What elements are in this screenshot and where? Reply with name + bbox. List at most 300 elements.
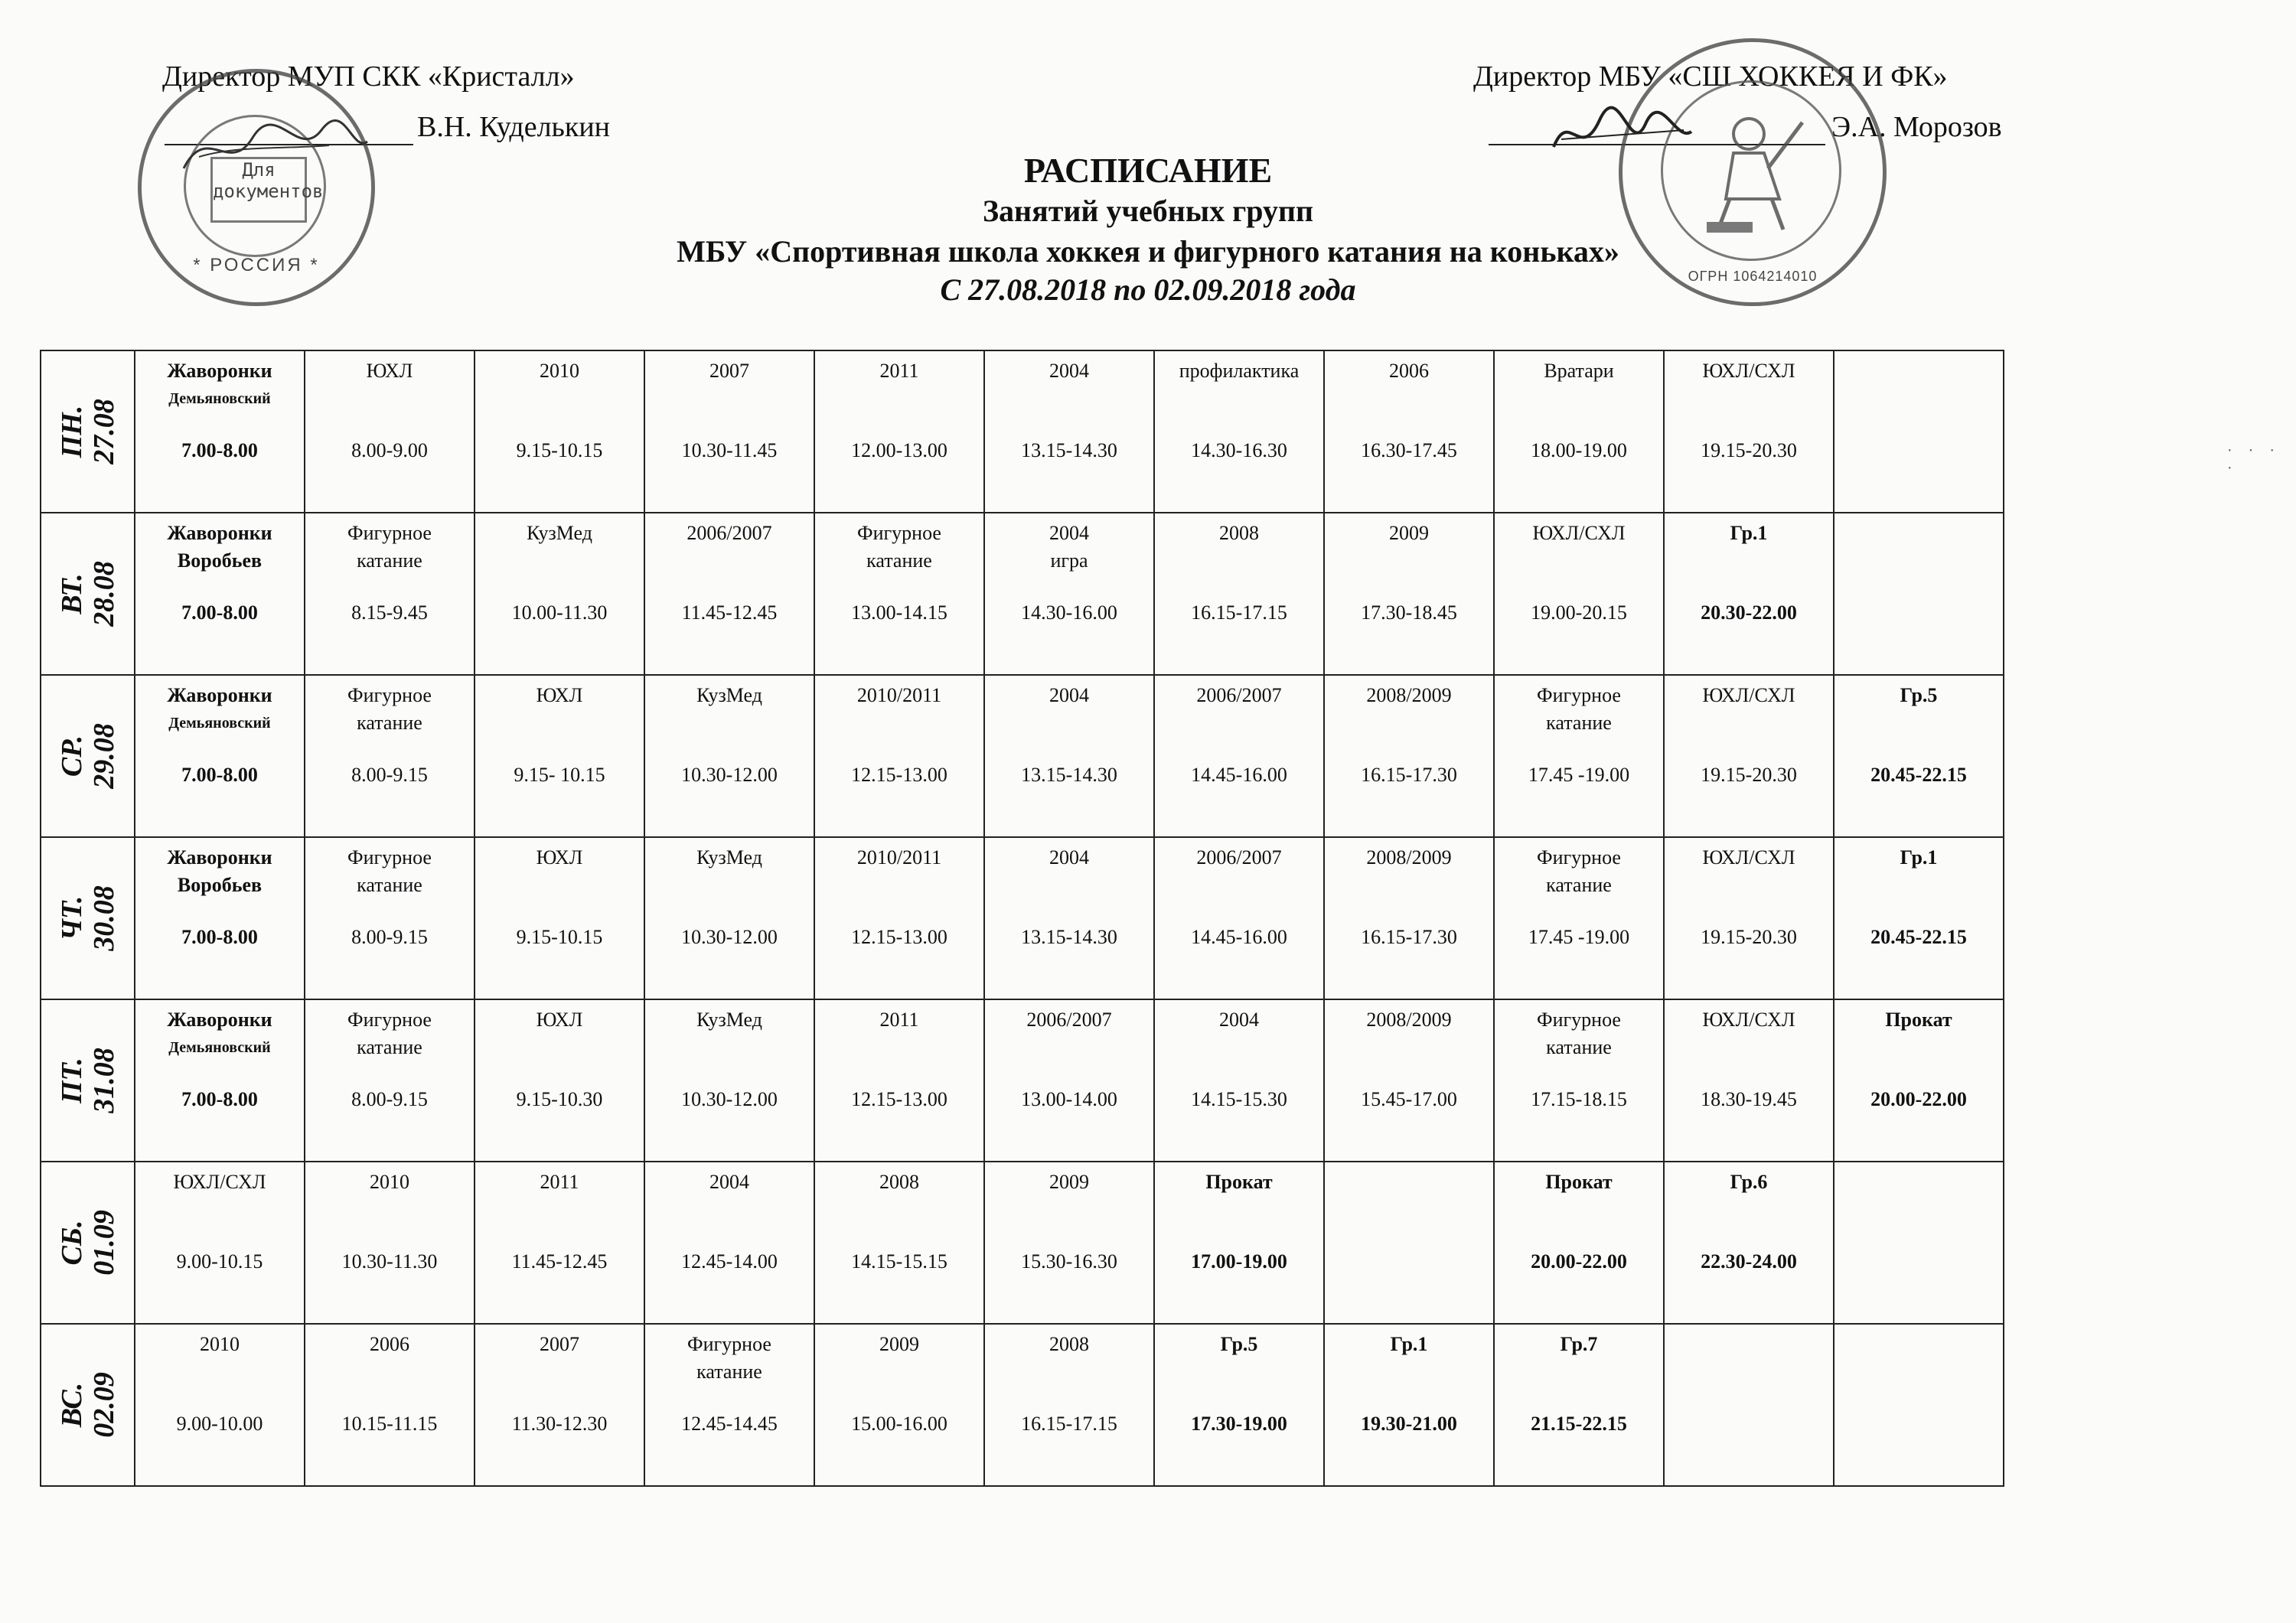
session-group-detail: катание: [1546, 1036, 1612, 1058]
session-group-name: 2009: [1049, 1171, 1089, 1193]
session-group: [815, 682, 983, 709]
day-label: [56, 1210, 120, 1276]
session-time: 13.00-14.00: [1021, 1088, 1117, 1110]
session-cell: [1664, 837, 1834, 999]
session-group-name: 2009: [879, 1333, 919, 1355]
session-cell: [1834, 999, 2004, 1162]
session-cell: [305, 350, 475, 513]
left-seal-country: * РОССИЯ *: [193, 255, 320, 275]
session-cell: [305, 999, 475, 1162]
session-group-name: 2004: [1049, 360, 1089, 382]
session-time: 7.00-8.00: [181, 764, 258, 786]
session-group: [475, 682, 644, 709]
session-group: [1495, 357, 1663, 385]
session-time: 17.00-19.00: [1191, 1250, 1287, 1273]
session-cell: [475, 675, 644, 837]
session-cell: [644, 513, 814, 675]
session-group-detail: катание: [357, 874, 422, 896]
session-time: 9.15-10.15: [516, 926, 603, 948]
session-time: 19.00-20.15: [1531, 601, 1627, 624]
session-time: 7.00-8.00: [181, 439, 258, 461]
session-cell: [1154, 675, 1324, 837]
session-cell: [135, 675, 305, 837]
session-group: [305, 844, 474, 899]
session-group-name: Фигурное: [347, 846, 432, 869]
session-cell: [475, 837, 644, 999]
session-group-name: Фигурное: [347, 522, 432, 544]
session-group: [1155, 1331, 1323, 1358]
session-group-name: 2004: [709, 1171, 749, 1193]
session-cell: [1154, 837, 1324, 999]
session-group-detail: катание: [1546, 874, 1612, 896]
scan-specks: · · · ·: [2227, 442, 2281, 477]
session-group: [1325, 520, 1493, 547]
session-time: 7.00-8.00: [181, 601, 258, 624]
session-group-name: 2008: [1219, 522, 1259, 544]
right-director-title: Директор МБУ «СШ ХОККЕЯ И ФК»: [1473, 60, 1948, 93]
session-cell: [1664, 513, 1834, 675]
session-time: 16.30-17.45: [1361, 439, 1457, 461]
session-cell: [135, 513, 305, 675]
session-group-name: КузМед: [696, 1009, 762, 1031]
session-cell: [814, 1162, 984, 1324]
day-name: ПТ.: [55, 1058, 88, 1103]
session-time: 15.30-16.30: [1021, 1250, 1117, 1273]
session-time: 19.30-21.00: [1361, 1413, 1457, 1435]
session-group: [815, 357, 983, 385]
session-cell: [814, 837, 984, 999]
document-title: РАСПИСАНИЕ: [1023, 151, 1273, 190]
day-name: ВТ.: [55, 573, 88, 614]
session-time: 8.15-9.45: [351, 601, 428, 624]
session-cell: [1154, 999, 1324, 1162]
session-group-name: 2010: [370, 1171, 409, 1193]
session-group-name: 2006: [1389, 360, 1429, 382]
session-group-name: Фигурное: [347, 684, 432, 706]
session-group: [645, 1006, 814, 1034]
session-cell: [644, 350, 814, 513]
schedule-row: [41, 1162, 2004, 1324]
session-time: 12.15-13.00: [851, 926, 947, 948]
session-group: [475, 357, 644, 385]
session-group-detail: катание: [866, 549, 932, 572]
schedule-row: [41, 1324, 2004, 1486]
day-label: [56, 885, 120, 951]
session-group: [815, 844, 983, 872]
session-group-name: 2008/2009: [1366, 846, 1452, 869]
session-cell: [305, 837, 475, 999]
session-cell: [644, 1324, 814, 1486]
session-group-name: 2009: [1389, 522, 1429, 544]
session-group-name: 2006/2007: [1196, 846, 1282, 869]
schedule-row: [41, 350, 2004, 513]
session-group: [1325, 1006, 1493, 1034]
session-group: [1495, 1168, 1663, 1196]
session-group-detail: катание: [357, 1036, 422, 1058]
right-seal-ogrn: ОГРН 1064214010: [1688, 269, 1818, 284]
session-time: 15.00-16.00: [851, 1413, 947, 1435]
session-group-name: Гр.1: [1900, 846, 1938, 869]
session-group: [1495, 682, 1663, 737]
session-time: 8.00-9.15: [351, 926, 428, 948]
day-label: [56, 1048, 120, 1113]
session-group-name: 2006/2007: [1196, 684, 1282, 706]
session-cell: [135, 350, 305, 513]
session-group-detail: катание: [696, 1361, 762, 1383]
session-time: 10.30-12.00: [681, 1088, 778, 1110]
session-time: 10.15-11.15: [341, 1413, 438, 1435]
day-date: 31.08: [87, 1048, 120, 1113]
session-group-name: ЮХЛ/СХЛ: [1702, 846, 1795, 869]
session-group-detail: Воробьев: [177, 549, 263, 572]
session-group-detail: катание: [357, 712, 422, 734]
session-cell: [814, 999, 984, 1162]
session-group: [1155, 1168, 1323, 1196]
session-group-name: 2011: [540, 1171, 579, 1193]
session-group: [1495, 520, 1663, 547]
session-group-name: 2008/2009: [1366, 1009, 1452, 1031]
session-time: 22.30-24.00: [1701, 1250, 1797, 1273]
session-group-name: Фигурное: [1537, 684, 1621, 706]
session-group-name: 2004: [1219, 1009, 1259, 1031]
session-group: [135, 844, 304, 899]
session-cell: [1834, 1324, 2004, 1486]
session-group-name: 2010: [540, 360, 579, 382]
session-cell: [1324, 1162, 1494, 1324]
session-group-name: Жаворонки: [167, 522, 272, 544]
session-cell: [305, 675, 475, 837]
session-group-name: ЮХЛ: [536, 846, 583, 869]
session-group: [645, 844, 814, 872]
session-time: 20.00-22.00: [1531, 1250, 1627, 1273]
session-group-name: Жаворонки: [167, 360, 272, 382]
session-group-name: 2011: [879, 360, 919, 382]
day-name: ПН.: [55, 405, 88, 458]
session-cell: [1834, 837, 2004, 999]
session-time: 14.45-16.00: [1191, 764, 1287, 786]
session-group-name: Прокат: [1205, 1171, 1273, 1193]
session-group-name: Фигурное: [1537, 846, 1621, 869]
session-group-name: Гр.1: [1730, 522, 1768, 544]
session-group-detail: Демьяновский: [168, 715, 271, 732]
session-group: [1155, 1006, 1323, 1034]
session-group: [985, 1006, 1153, 1034]
session-group: [305, 1331, 474, 1358]
session-cell: [1324, 513, 1494, 675]
session-group: [1495, 1331, 1663, 1358]
session-group: [475, 1006, 644, 1034]
session-group-name: 2010/2011: [856, 684, 942, 706]
day-cell: [41, 999, 135, 1162]
session-time: 17.45 -19.00: [1528, 926, 1630, 948]
session-group: [1665, 1006, 1833, 1034]
day-label: [56, 1372, 120, 1438]
session-time: 17.45 -19.00: [1528, 764, 1630, 786]
session-group-name: Жаворонки: [167, 684, 272, 706]
session-group: [1495, 844, 1663, 899]
session-group-detail: катание: [1546, 712, 1612, 734]
session-group-name: ЮХЛ/СХЛ: [173, 1171, 266, 1193]
session-group-name: профилактика: [1179, 360, 1300, 382]
session-group: [1325, 357, 1493, 385]
session-time: 11.30-12.30: [511, 1413, 608, 1435]
session-time: 12.15-13.00: [851, 764, 947, 786]
session-group-name: 2010: [200, 1333, 240, 1355]
session-group: [475, 520, 644, 547]
session-group: [1835, 1006, 2003, 1034]
session-time: 12.00-13.00: [851, 439, 947, 461]
session-time: 12.45-14.00: [681, 1250, 778, 1273]
session-time: 9.00-10.15: [176, 1250, 263, 1273]
session-cell: [644, 837, 814, 999]
day-cell: [41, 513, 135, 675]
session-cell: [814, 350, 984, 513]
session-cell: [1324, 675, 1494, 837]
session-time: 12.15-13.00: [851, 1088, 947, 1110]
session-cell: [814, 675, 984, 837]
session-cell: [1664, 1162, 1834, 1324]
session-cell: [984, 837, 1154, 999]
session-group-detail: Демьяновский: [168, 1039, 271, 1056]
day-cell: [41, 350, 135, 513]
day-date: 27.08: [87, 399, 120, 464]
day-cell: [41, 675, 135, 837]
session-group: [1325, 844, 1493, 872]
day-name: ЧТ.: [55, 895, 88, 941]
session-group-name: 2006/2007: [1026, 1009, 1112, 1031]
session-cell: [1834, 1162, 2004, 1324]
session-cell: [984, 675, 1154, 837]
session-time: 7.00-8.00: [181, 926, 258, 948]
session-cell: [1834, 675, 2004, 837]
session-group-name: Гр.6: [1730, 1171, 1768, 1193]
session-cell: [984, 1162, 1154, 1324]
session-group-name: 2010/2011: [856, 846, 942, 869]
session-cell: [1324, 999, 1494, 1162]
session-time: 9.15-10.15: [516, 439, 603, 461]
session-group-name: 2004: [1049, 684, 1089, 706]
session-cell: [475, 350, 644, 513]
session-group: [1155, 357, 1323, 385]
session-group-name: 2004: [1049, 846, 1089, 869]
session-group-detail: катание: [357, 549, 422, 572]
session-cell: [1834, 350, 2004, 513]
session-group: [1325, 1331, 1493, 1358]
left-director-title: Директор МУП СКК «Кристалл»: [162, 60, 575, 93]
session-group-name: 2007: [709, 360, 749, 382]
day-date: 29.08: [87, 723, 120, 789]
day-date: 30.08: [87, 885, 120, 951]
session-group: [1155, 520, 1323, 547]
document-subtitle: Занятий учебных групп: [982, 194, 1314, 228]
session-group-name: Гр.7: [1560, 1333, 1598, 1355]
session-group: [135, 1331, 304, 1358]
session-cell: [1324, 1324, 1494, 1486]
session-group: [305, 357, 474, 385]
session-cell: [1494, 1162, 1664, 1324]
session-group-name: ЮХЛ/СХЛ: [1532, 522, 1626, 544]
session-group: [815, 1168, 983, 1196]
session-cell: [135, 999, 305, 1162]
session-group-name: ЮХЛ: [536, 684, 583, 706]
right-director-name: Э.А. Морозов: [1831, 111, 2002, 143]
day-label: [56, 723, 120, 789]
session-cell: [644, 675, 814, 837]
session-group: [305, 682, 474, 737]
session-time: 9.15- 10.15: [514, 764, 605, 786]
session-cell: [1324, 837, 1494, 999]
session-cell: [814, 513, 984, 675]
session-group: [985, 1168, 1153, 1196]
session-cell: [1494, 675, 1664, 837]
day-name: СБ.: [55, 1220, 88, 1266]
session-time: 17.30-19.00: [1191, 1413, 1287, 1435]
session-cell: [1664, 999, 1834, 1162]
session-time: 17.15-18.15: [1531, 1088, 1627, 1110]
session-group-name: ЮХЛ/СХЛ: [1702, 360, 1795, 382]
session-time: 8.00-9.00: [351, 439, 428, 461]
session-cell: [644, 999, 814, 1162]
session-time: 20.45-22.15: [1870, 926, 1967, 948]
session-group-name: 2008: [1049, 1333, 1089, 1355]
session-group-detail: Демьяновский: [168, 390, 271, 407]
session-cell: [475, 1324, 644, 1486]
session-cell: [1494, 999, 1664, 1162]
session-time: 10.30-11.45: [681, 439, 778, 461]
session-time: 7.00-8.00: [181, 1088, 258, 1110]
session-time: 13.15-14.30: [1021, 764, 1117, 786]
session-group-name: ЮХЛ/СХЛ: [1702, 1009, 1795, 1031]
session-time: 13.15-14.30: [1021, 439, 1117, 461]
session-group: [1325, 682, 1493, 709]
session-time: 14.30-16.00: [1021, 601, 1117, 624]
session-time: 11.45-12.45: [681, 601, 778, 624]
session-time: 16.15-17.15: [1191, 601, 1287, 624]
session-time: 20.00-22.00: [1870, 1088, 1967, 1110]
session-group-name: Гр.5: [1220, 1333, 1258, 1355]
session-cell: [475, 999, 644, 1162]
session-group: [1835, 844, 2003, 872]
session-cell: [475, 1162, 644, 1324]
schedule-row: [41, 999, 2004, 1162]
day-date: 01.09: [87, 1210, 120, 1276]
day-name: ВС.: [55, 1382, 88, 1428]
session-group-name: ЮХЛ: [536, 1009, 583, 1031]
session-group: [135, 1006, 304, 1061]
session-time: 14.30-16.30: [1191, 439, 1287, 461]
day-name: СР.: [55, 735, 88, 777]
session-time: 8.00-9.15: [351, 1088, 428, 1110]
session-group-name: Вратари: [1544, 360, 1614, 382]
left-seal-center-text: Для документов: [210, 157, 307, 223]
session-group-name: КузМед: [696, 846, 762, 869]
session-group-name: 2006: [370, 1333, 409, 1355]
session-group: [305, 1006, 474, 1061]
schedule-row: [41, 837, 2004, 999]
session-time: 13.00-14.15: [851, 601, 947, 624]
session-group-name: КузМед: [696, 684, 762, 706]
session-cell: [1664, 675, 1834, 837]
session-group: [645, 520, 814, 547]
session-time: 16.15-17.30: [1361, 764, 1457, 786]
session-group: [985, 520, 1153, 575]
session-cell: [1154, 1162, 1324, 1324]
schedule-row: [41, 513, 2004, 675]
session-time: 17.30-18.45: [1361, 601, 1457, 624]
schedule-table: [40, 350, 2004, 1487]
session-time: 18.30-19.45: [1701, 1088, 1797, 1110]
session-group: [645, 682, 814, 709]
session-group-name: 2008: [879, 1171, 919, 1193]
session-group-name: Прокат: [1545, 1171, 1613, 1193]
session-time: 10.30-12.00: [681, 764, 778, 786]
session-group: [305, 520, 474, 575]
session-group-detail: Воробьев: [177, 874, 263, 896]
session-cell: [984, 999, 1154, 1162]
session-group-name: 2008/2009: [1366, 684, 1452, 706]
session-group-name: Фигурное: [347, 1009, 432, 1031]
session-group: [475, 1168, 644, 1196]
session-time: 12.45-14.45: [681, 1413, 778, 1435]
session-group-name: Жаворонки: [167, 1009, 272, 1031]
session-group: [475, 844, 644, 872]
session-cell: [1324, 350, 1494, 513]
session-time: 14.15-15.15: [851, 1250, 947, 1273]
session-group: [135, 357, 304, 412]
session-group: [305, 1168, 474, 1196]
session-time: 10.30-11.30: [341, 1250, 438, 1273]
session-group: [1665, 682, 1833, 709]
day-cell: [41, 1162, 135, 1324]
session-group: [475, 1331, 644, 1358]
session-group: [1835, 682, 2003, 709]
session-cell: [1494, 513, 1664, 675]
session-cell: [305, 1324, 475, 1486]
session-time: 16.15-17.30: [1361, 926, 1457, 948]
session-group: [985, 682, 1153, 709]
session-time: 9.15-10.30: [516, 1088, 603, 1110]
session-time: 14.45-16.00: [1191, 926, 1287, 948]
session-group: [1665, 357, 1833, 385]
session-time: 19.15-20.30: [1701, 764, 1797, 786]
session-group: [1665, 844, 1833, 872]
session-group-name: КузМед: [527, 522, 592, 544]
session-cell: [1494, 837, 1664, 999]
school-name: МБУ «Спортивная школа хоккея и фигурного катания на коньках»: [677, 234, 1619, 269]
session-time: 9.00-10.00: [176, 1413, 263, 1435]
session-group-name: 2006/2007: [687, 522, 772, 544]
session-time: 11.45-12.45: [511, 1250, 608, 1273]
day-label: [56, 399, 120, 464]
session-cell: [135, 1162, 305, 1324]
session-time: 13.15-14.30: [1021, 926, 1117, 948]
session-group: [135, 1168, 304, 1196]
left-director-name: В.Н. Куделькин: [417, 111, 611, 143]
session-group-name: 2004: [1049, 522, 1089, 544]
session-cell: [1494, 1324, 1664, 1486]
session-cell: [984, 350, 1154, 513]
session-group-name: 2011: [879, 1009, 919, 1031]
session-cell: [135, 1324, 305, 1486]
session-time: 20.45-22.15: [1870, 764, 1967, 786]
session-group: [815, 520, 983, 575]
session-group: [1155, 682, 1323, 709]
session-time: 19.15-20.30: [1701, 439, 1797, 461]
session-time: 15.45-17.00: [1361, 1088, 1457, 1110]
session-group: [1155, 844, 1323, 872]
session-time: 19.15-20.30: [1701, 926, 1797, 948]
session-group: [985, 1331, 1153, 1358]
